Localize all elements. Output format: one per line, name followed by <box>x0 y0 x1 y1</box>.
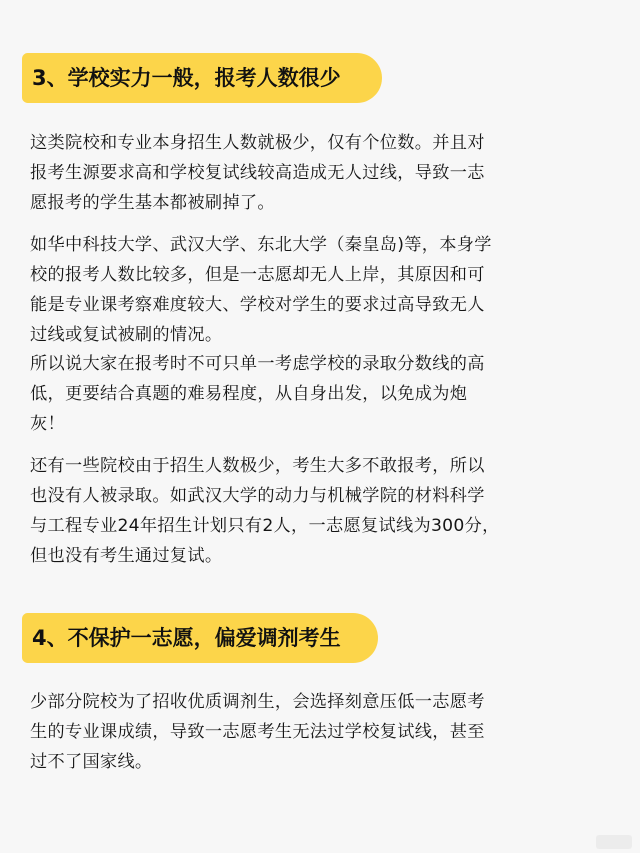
text-line: 过线或复试被刷的情况。 <box>30 325 223 345</box>
text-line: 如华中科技大学、武汉大学、东北大学（秦皇岛)等，本身学 <box>30 235 492 255</box>
watermark-mark <box>596 835 632 849</box>
paragraph <box>30 687 614 777</box>
paragraph <box>30 128 614 218</box>
text-line: 与工程专业24年招生计划只有2人，一志愿复试线为300分， <box>30 516 500 536</box>
text-line: 但也没有考生通过复试。 <box>30 546 223 566</box>
text-line: 也没有人被录取。如武汉大学的动力与机械学院的材料科学 <box>30 486 485 506</box>
text-line: 所以说大家在报考时不可只单一考虑学校的录取分数线的高 <box>30 354 485 374</box>
text-line: 灰！ <box>30 414 65 434</box>
text-line: 愿报考的学生基本都被刷掉了。 <box>30 193 275 213</box>
text-line: 过不了国家线。 <box>30 752 153 772</box>
text-line: 生的专业课成绩，导致一志愿考生无法过学校复试线，甚至 <box>30 722 485 742</box>
text-line: 报考生源要求高和学校复试线较高造成无人过线，导致一志 <box>30 163 485 183</box>
text-line: 低，更要结合真题的难易程度，从自身出发，以免成为炮 <box>30 384 468 404</box>
text-line: 能是专业课考察难度较大、学校对学生的要求过高导致无人 <box>30 295 485 315</box>
paragraph <box>30 349 614 439</box>
text-line: 校的报考人数比较多，但是一志愿却无人上岸，其原因和可 <box>30 265 485 285</box>
text-line: 还有一些院校由于招生人数极少，考生大多不敢报考，所以 <box>30 456 485 476</box>
text-line: 少部分院校为了招收优质调剂生，会选择刻意压低一志愿考 <box>30 692 485 712</box>
text-line: 这类院校和专业本身招生人数就极少，仅有个位数。并且对 <box>30 133 485 153</box>
paragraph <box>30 451 614 571</box>
section-title-4: 4、不保护一志愿，偏爱调剂考生 <box>32 626 341 650</box>
paragraph <box>30 230 614 350</box>
section-title-3: 3、学校实力一般，报考人数很少 <box>32 66 341 90</box>
